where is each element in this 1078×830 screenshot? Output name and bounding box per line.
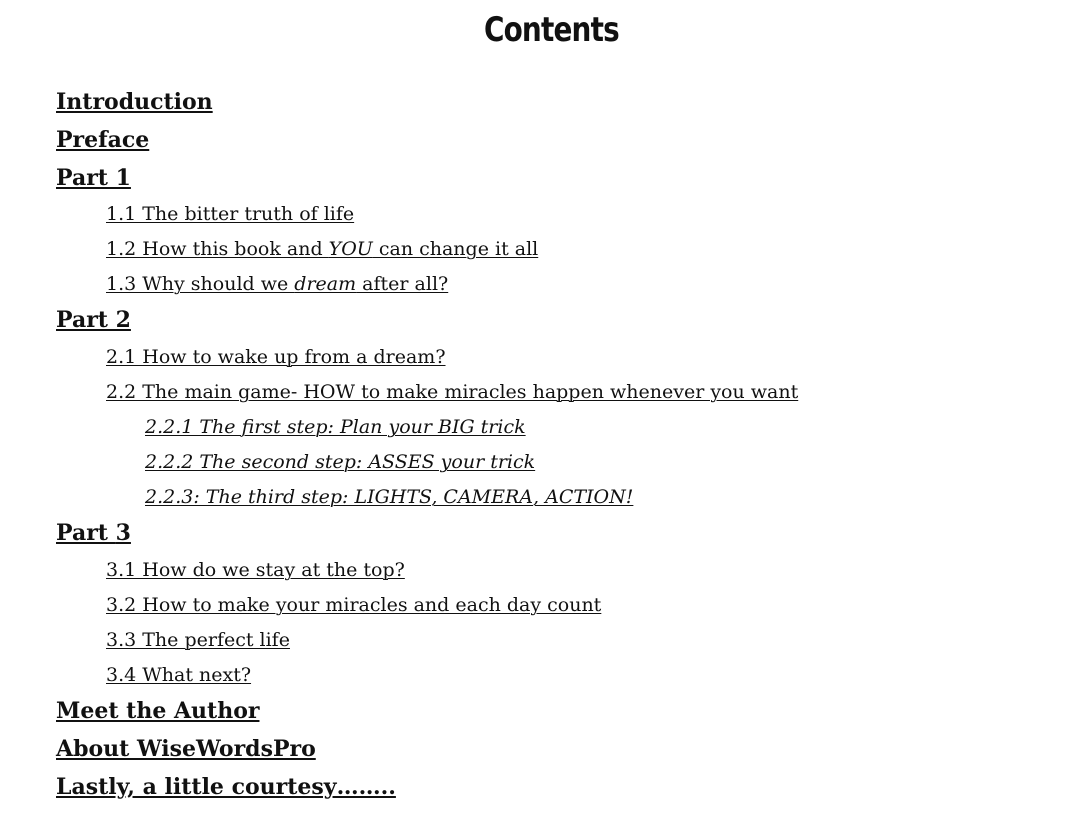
toc-link-about-wisewordspro[interactable]: About WiseWordsPro [56, 736, 316, 762]
toc-link-text: can change it all [372, 238, 539, 260]
toc-link-section-2-1[interactable]: 2.1 How to wake up from a dream? [106, 346, 446, 368]
toc-link-section-3-1[interactable]: 3.1 How do we stay at the top? [106, 559, 405, 581]
toc-link-section-2-2[interactable]: 2.2 The main game- HOW to make miracles happen whenever you want [106, 381, 799, 403]
toc-link-introduction[interactable]: Introduction [56, 89, 213, 115]
toc-link-text: 3 [115, 520, 131, 546]
toc-link-section-1-3[interactable] [106, 273, 448, 295]
toc-link-section-1-1[interactable]: 1.1 The bitter truth of life [106, 203, 355, 225]
toc-link-text: Part [56, 520, 116, 546]
toc-link-part-2[interactable]: Part 2 [56, 307, 131, 333]
toc-link-emphasis: dream [294, 273, 357, 295]
page-title: Contents [483, 10, 619, 50]
toc-link-section-3-4[interactable]: 3.4 What next? [106, 664, 252, 686]
toc-link-section-1-2[interactable] [106, 238, 538, 260]
toc-link-section-2-2-2[interactable]: 2.2.2 The second step: ASSES your trick [145, 451, 536, 473]
toc-link-text: 1.2 How this book and [106, 238, 329, 260]
toc-link-lastly-courtesy[interactable]: Lastly, a little courtesy…….. [56, 774, 396, 800]
toc-link-part-3[interactable] [56, 520, 131, 546]
toc-link-section-2-2-1[interactable]: 2.2.1 The first step: Plan your BIG trick [145, 416, 526, 438]
toc-link-section-3-2[interactable]: 3.2 How to make your miracles and each day count [106, 594, 602, 616]
toc-link-section-3-3[interactable]: 3.3 The perfect life [106, 629, 290, 651]
toc-link-preface[interactable]: Preface [56, 127, 150, 153]
toc-link-text: after all? [356, 273, 449, 295]
toc-link-part-1[interactable]: Part 1 [56, 165, 131, 191]
toc-link-emphasis: YOU [328, 238, 373, 260]
toc-link-text: 1.3 Why should we [106, 273, 295, 295]
toc-link-meet-the-author[interactable]: Meet the Author [56, 698, 260, 724]
toc-link-section-2-2-3[interactable]: 2.2.3: The third step: LIGHTS, CAMERA, ACTION! [145, 486, 634, 508]
